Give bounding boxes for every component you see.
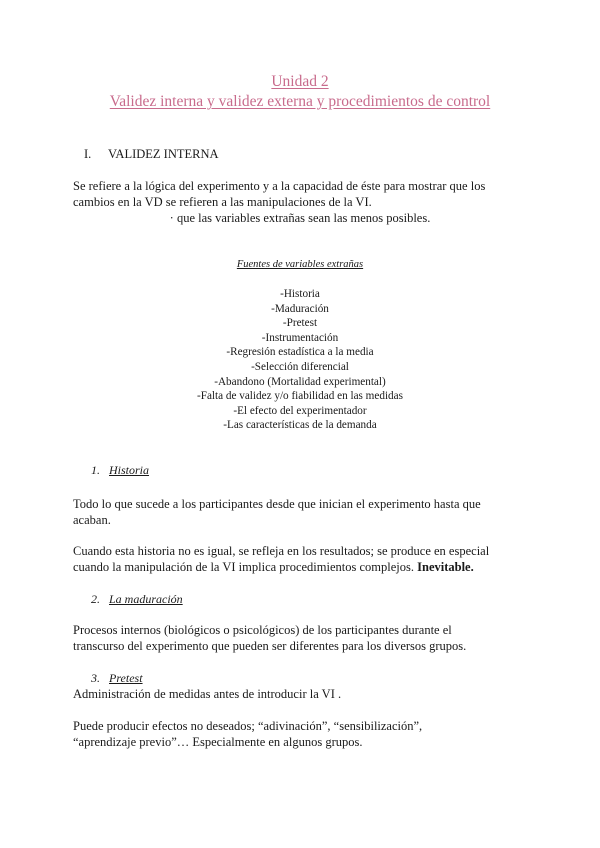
unit-title: Unidad 2 [271, 73, 329, 90]
emphasis-text: Inevitable. [417, 560, 474, 574]
paragraph-line: “aprendizaje previo”… Especialmente en algunos grupos. [73, 735, 363, 749]
list-item: -Instrumentación [261, 331, 339, 344]
sources-title: Fuentes de variables extrañas [236, 259, 364, 270]
subheading-number: 2. [91, 592, 100, 606]
paragraph-line: Puede producir efectos no deseados; “adivinación”, “sensibilización”, [73, 719, 423, 733]
subheading-text: Historia [109, 463, 150, 477]
subheading-text: La maduración [109, 592, 183, 606]
subheading-pretest [91, 671, 143, 686]
list-item: -El efecto del experimentador [233, 404, 367, 417]
paragraph-line: Todo lo que sucede a los participantes desde que inician el experimento hasta que [73, 497, 481, 511]
list-item: -Abandono (Mortalidad experimental) [214, 375, 386, 388]
subheading-text: Pretest [109, 671, 143, 685]
paragraph-line [73, 559, 543, 575]
section-heading [84, 147, 219, 162]
historia-paragraph-2 [73, 543, 543, 575]
intro-bullet: · que las variables extrañas sean las menos posibles. [169, 211, 431, 225]
section-number: I. [84, 147, 92, 161]
list-item: -Falta de validez y/o fiabilidad en las medidas [197, 390, 403, 403]
list-item: -Pretest [282, 317, 318, 330]
paragraph-line: acaban. [73, 513, 111, 527]
intro-paragraph [73, 178, 543, 210]
list-item: -Maduración [271, 302, 329, 315]
subheading-maduracion [91, 592, 183, 607]
intro-line: cambios en la VD se refieren a las manipulaciones de la VI. [73, 195, 372, 209]
list-item: -Regresión estadística a la media [226, 346, 374, 359]
section-heading-text: VALIDEZ INTERNA [108, 147, 219, 161]
historia-paragraph-1 [73, 496, 543, 528]
intro-line: Se refiere a la lógica del experimento y a la capacidad de éste para mostrar que los [73, 179, 486, 193]
pretest-paragraph-2 [73, 718, 543, 750]
maduracion-paragraph [73, 622, 543, 654]
list-item: -Selección diferencial [251, 360, 349, 373]
pretest-paragraph-1 [73, 686, 543, 702]
sources-list [0, 287, 600, 433]
paragraph-line: Administración de medidas antes de introducir la VI . [73, 687, 342, 701]
paragraph-text: cuando la manipulación de la VI implica procedimientos complejos. [73, 560, 418, 574]
list-item: -Las características de la demanda [223, 419, 377, 432]
subheading-historia [91, 463, 149, 478]
page-title: Validez interna y validez externa y procedimientos de control [109, 93, 491, 110]
paragraph-line: Cuando esta historia no es igual, se refleja en los resultados; se produce en especial [73, 544, 490, 558]
subheading-number: 3. [91, 671, 100, 685]
list-item: -Historia [280, 288, 320, 300]
subheading-number: 1. [91, 463, 100, 477]
paragraph-line: Procesos internos (biológicos o psicológicos) de los participantes durante el [73, 623, 452, 637]
paragraph-line: transcurso del experimento que pueden ser diferentes para los diversos grupos. [73, 639, 467, 653]
